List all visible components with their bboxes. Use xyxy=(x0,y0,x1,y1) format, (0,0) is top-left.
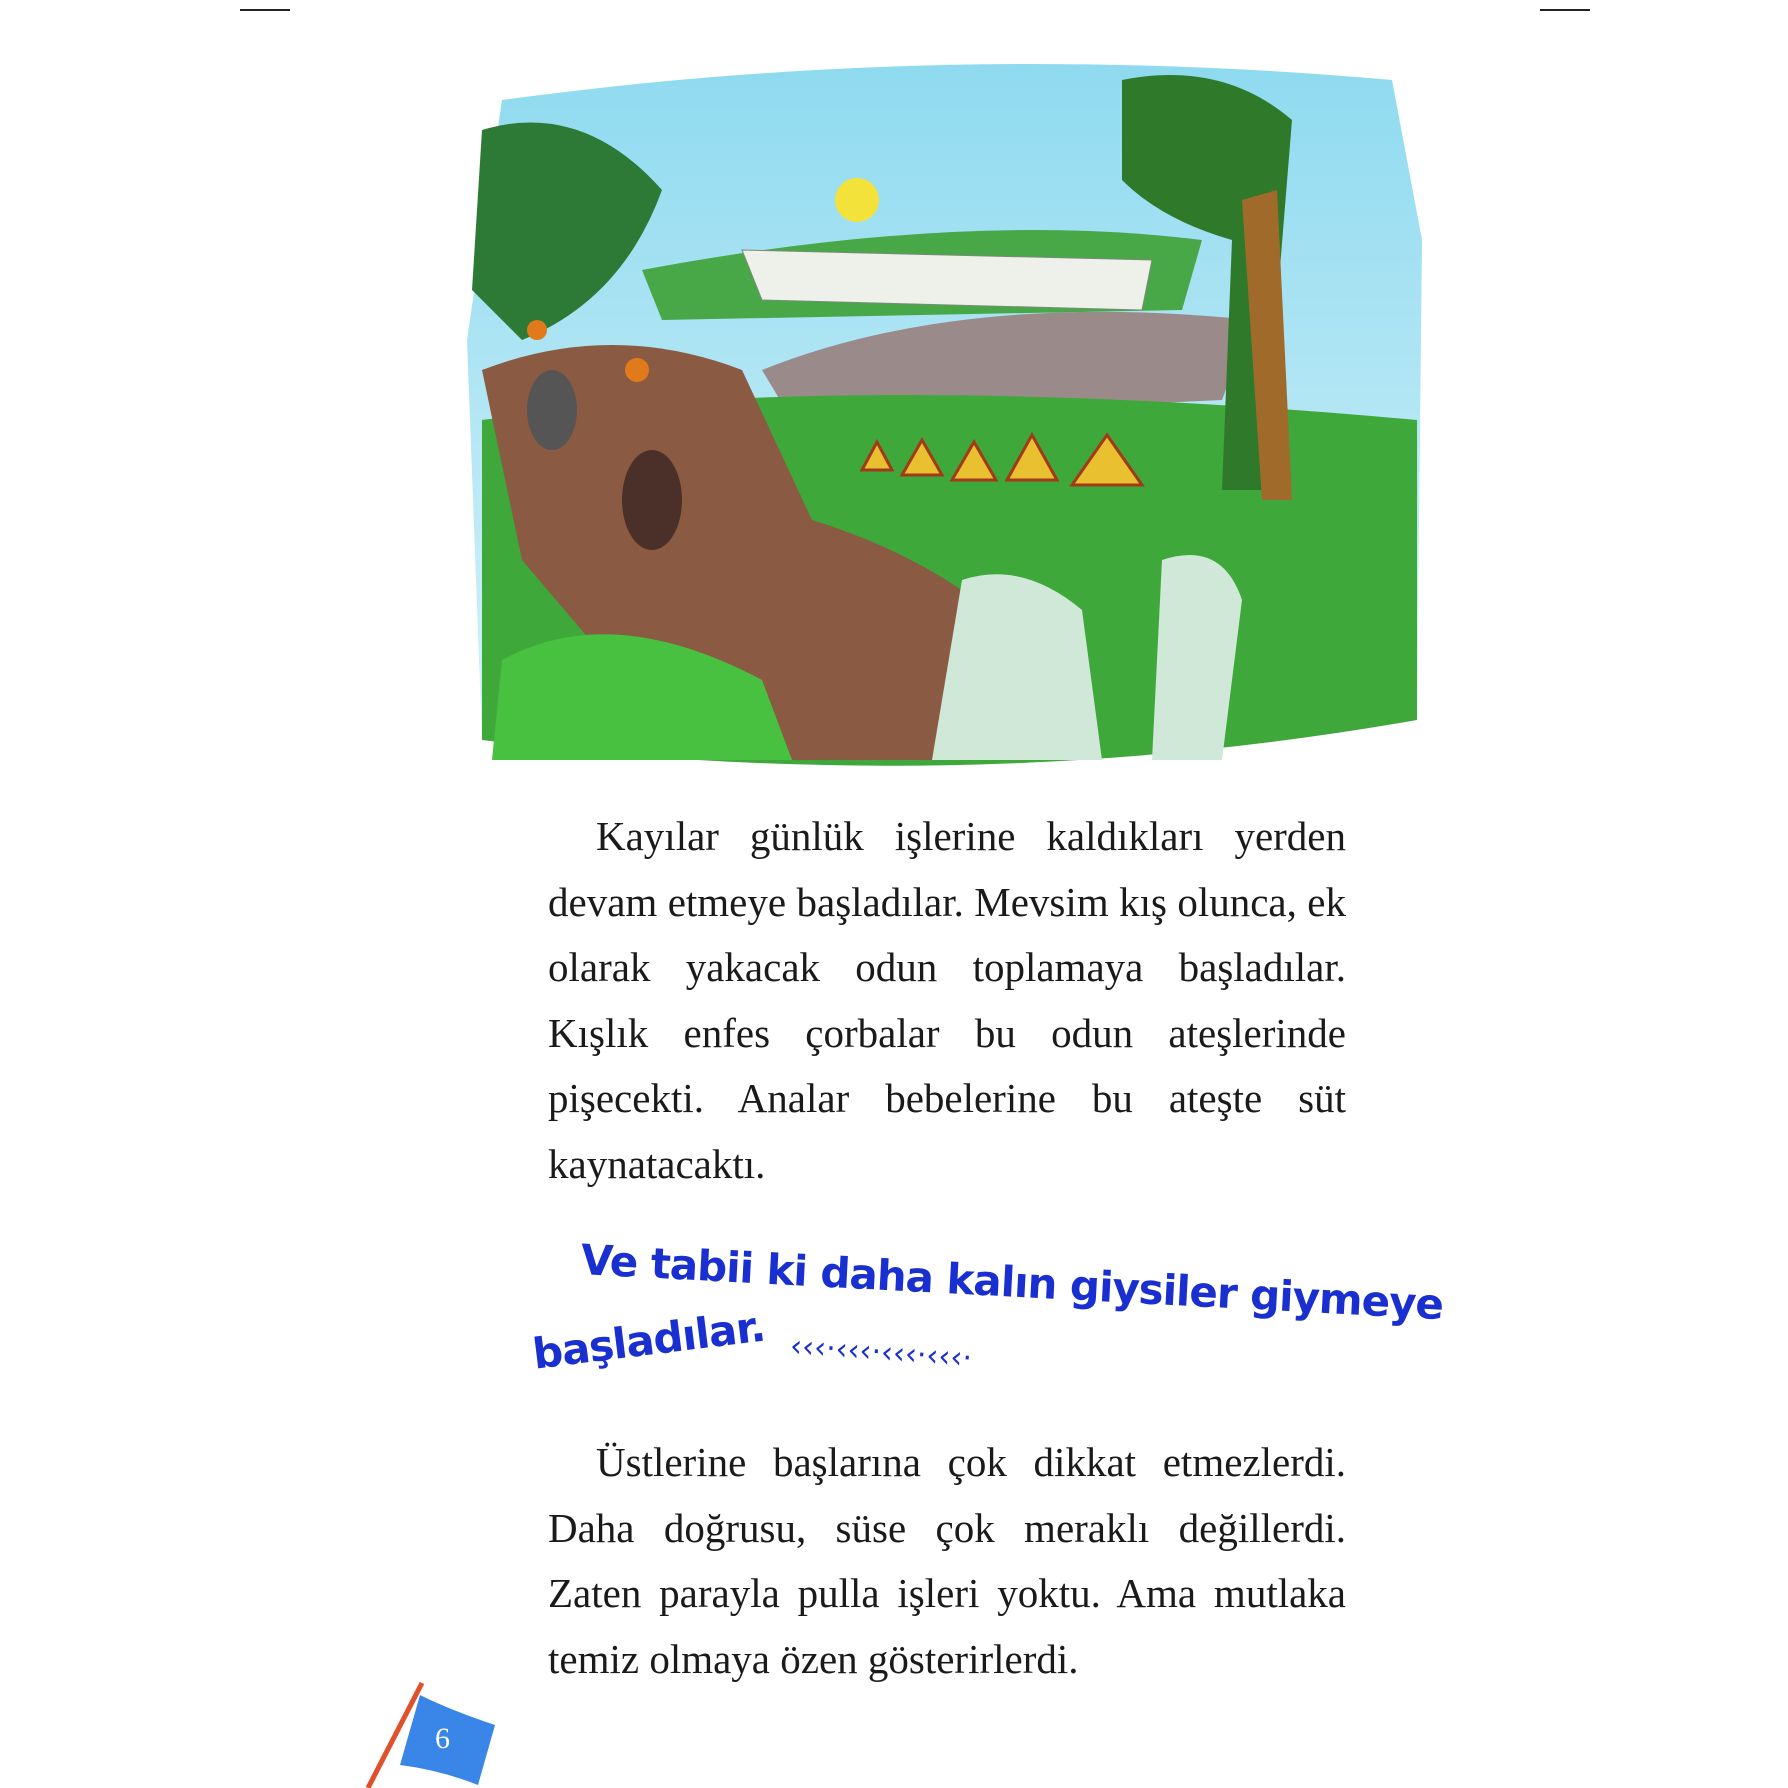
sun xyxy=(835,178,879,222)
paragraph-1 xyxy=(548,804,1346,1197)
crop-mark-left xyxy=(240,9,290,11)
page-number: 6 xyxy=(435,1722,450,1755)
paragraph-1-text: Kayılar günlük işlerine kaldıkları yerden devam etmeye başladılar. Mevsim kış olunca, ek olarak yakacak odun toplamaya başladılar. Kışlık enfes çorbalar bu odun ateşlerinde pişecekti. Analar bebelerine bu ateşte süt kaynatacaktı. xyxy=(548,813,1346,1187)
chevron-ornament-icon: ‹‹‹·‹‹‹·‹‹‹·‹‹‹· xyxy=(789,1328,974,1377)
callout-line-1: Ve tabii ki daha kalın giysiler giymeye xyxy=(579,1235,1445,1330)
illustration-kayi-camp xyxy=(462,40,1432,785)
crop-mark-right xyxy=(1540,9,1590,11)
paragraph-2 xyxy=(548,1430,1346,1692)
paragraph-2-text: Üstlerine başlarına çok dikkat etmezlerdi. Daha doğrusu, süse çok meraklı değillerdi. Zaten parayla pulla işleri yoktu. Ama mutlaka temiz olmaya özen gösterirlerdi. xyxy=(548,1439,1346,1682)
callout-line-2: başladılar. xyxy=(530,1301,768,1379)
callout-text xyxy=(530,1235,1445,1405)
